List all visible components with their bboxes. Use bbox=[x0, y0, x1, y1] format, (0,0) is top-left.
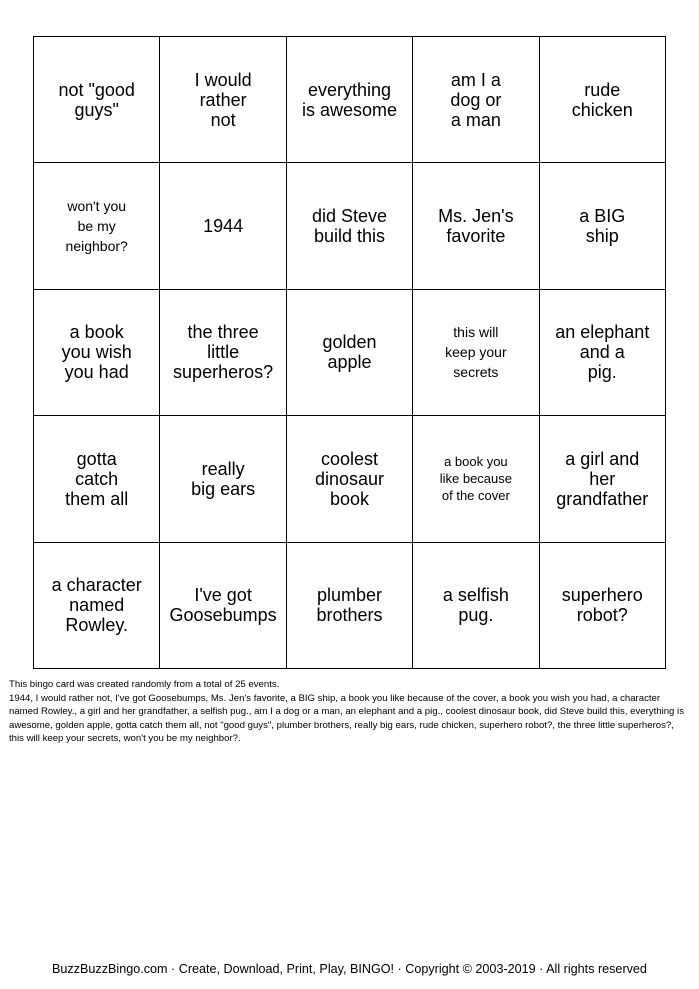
bingo-cell bbox=[34, 542, 160, 668]
cell-text: this will keep your secrets bbox=[445, 324, 507, 381]
cell-text: I've got Goosebumps bbox=[169, 585, 277, 626]
bingo-cell bbox=[286, 163, 412, 289]
bingo-cell bbox=[539, 416, 665, 542]
bingo-cell bbox=[413, 542, 539, 668]
bingo-cell bbox=[34, 416, 160, 542]
bingo-cell bbox=[413, 416, 539, 542]
cell-text: a BIG ship bbox=[579, 206, 626, 247]
cell-text: plumber brothers bbox=[316, 585, 383, 626]
bingo-cell bbox=[286, 542, 412, 668]
cell-text: coolest dinosaur book bbox=[314, 448, 384, 509]
bingo-cell bbox=[286, 416, 412, 542]
card-summary: This bingo card was created randomly from a total of 25 events. bbox=[9, 679, 280, 690]
card-info bbox=[9, 678, 691, 746]
bingo-row bbox=[34, 416, 666, 542]
bingo-cell bbox=[413, 289, 539, 415]
bingo-cell bbox=[160, 37, 286, 163]
cell-text: rude chicken bbox=[571, 79, 633, 120]
bingo-row bbox=[34, 163, 666, 289]
bingo-row bbox=[34, 289, 666, 415]
event-list: 1944, I would rather not, I've got Goosebumps, Ms. Jen's favorite, a BIG ship, a book you like because of the cover, a book you wish you had, a character named Rowley., a girl and her grandfather, a selfish pug., am I a dog or a man, an elephant and a pig., coolest dinosaur book, did Steve build this, everything is awesome, golden apple, gotta catch them all, not "good guys", plumber brothers, really big ears, rude chicken, superhero robot?, the three little superheros?, this will keep your secrets, won't you be my neighbor?. bbox=[9, 692, 684, 744]
cell-text: a book you wish you had bbox=[61, 322, 132, 383]
cell-text: the three little superheros? bbox=[173, 322, 274, 383]
bingo-cell bbox=[34, 163, 160, 289]
cell-text: gotta catch them all bbox=[65, 448, 129, 509]
bingo-row bbox=[34, 542, 666, 668]
bingo-cell bbox=[413, 163, 539, 289]
cell-text: 1944 bbox=[203, 216, 244, 237]
cell-text: I would rather not bbox=[194, 69, 252, 130]
bingo-cell bbox=[539, 163, 665, 289]
cell-text: a book you like because of the cover bbox=[439, 454, 512, 504]
bingo-cell bbox=[539, 289, 665, 415]
bingo-cell bbox=[539, 37, 665, 163]
cell-text: a selfish pug. bbox=[442, 585, 509, 626]
cell-text: did Steve build this bbox=[311, 206, 387, 247]
bingo-cell bbox=[286, 37, 412, 163]
bingo-cell bbox=[413, 37, 539, 163]
cell-text: Ms. Jen's favorite bbox=[438, 206, 514, 247]
cell-text: everything is awesome bbox=[301, 79, 397, 120]
bingo-cell bbox=[160, 416, 286, 542]
cell-text: really big ears bbox=[191, 458, 256, 499]
bingo-card-grid bbox=[33, 36, 666, 669]
bingo-cell bbox=[160, 542, 286, 668]
bingo-cell bbox=[160, 289, 286, 415]
bingo-cell bbox=[539, 542, 665, 668]
cell-text: am I a dog or a man bbox=[450, 69, 502, 130]
cell-text: a girl and her grandfather bbox=[556, 448, 649, 509]
footer-copyright: BuzzBuzzBingo.com · Create, Download, Print, Play, BINGO! · Copyright © 2003-2019 · All rights reserved bbox=[52, 962, 647, 976]
cell-text: not "good guys" bbox=[58, 79, 135, 120]
bingo-row bbox=[34, 37, 666, 163]
cell-text: a character named Rowley. bbox=[51, 575, 142, 636]
cell-text: an elephant and a pig. bbox=[555, 322, 650, 383]
bingo-cell bbox=[286, 289, 412, 415]
cell-text: won't you be my neighbor? bbox=[65, 198, 128, 255]
bingo-cell bbox=[34, 37, 160, 163]
cell-text: golden apple bbox=[322, 332, 377, 373]
bingo-cell bbox=[160, 163, 286, 289]
bingo-cell bbox=[34, 289, 160, 415]
cell-text: superhero robot? bbox=[561, 585, 643, 626]
